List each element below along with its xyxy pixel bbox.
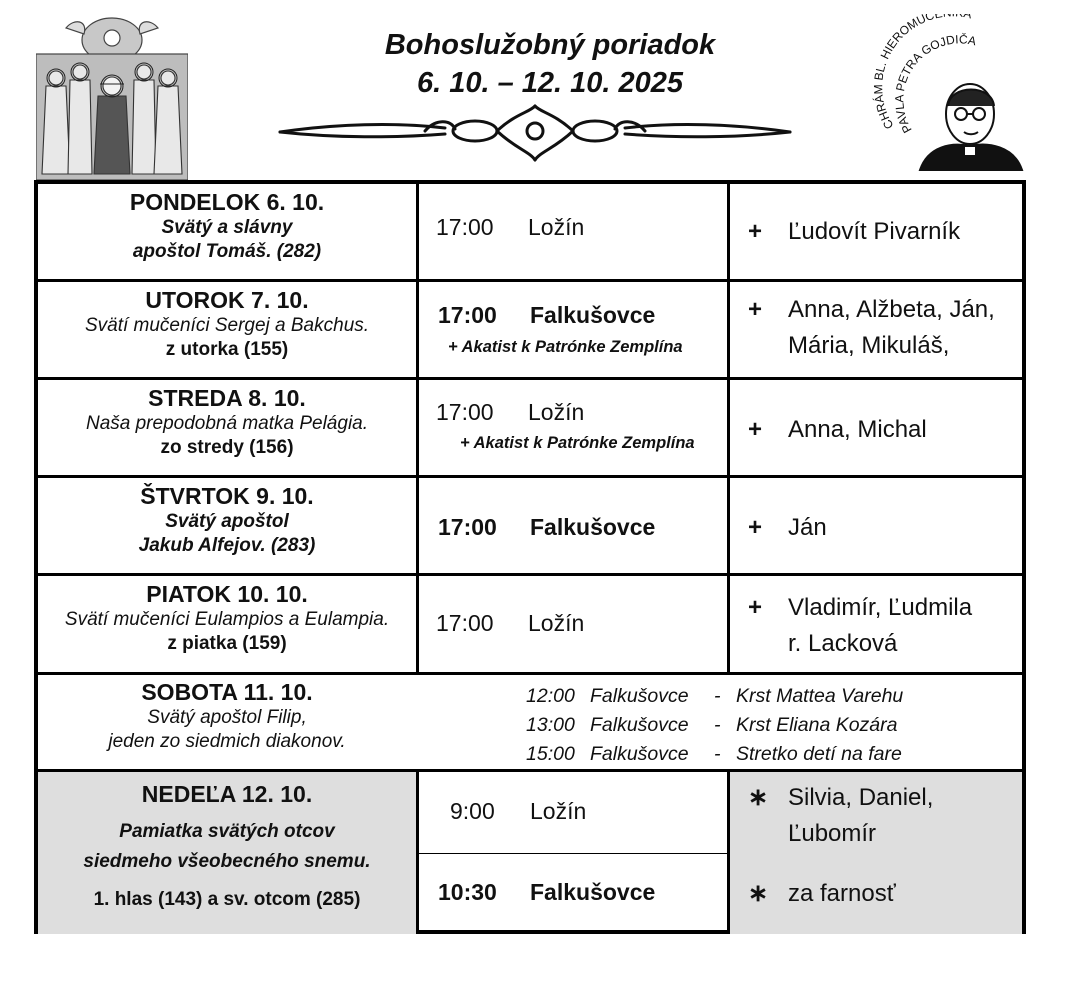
feast-line: Svätý a slávny bbox=[161, 217, 293, 238]
day-title: PIATOK 10. 10. bbox=[146, 581, 308, 607]
service-cell bbox=[436, 214, 584, 241]
service-time: 17:00 bbox=[436, 610, 494, 636]
feast-line: apoštol Tomáš. (282) bbox=[132, 241, 322, 262]
tone-line: zo stredy (156) bbox=[160, 437, 294, 458]
service-cell bbox=[438, 302, 655, 329]
event-row: 12:00 Falkušovce - Krst Mattea Varehu bbox=[526, 685, 904, 707]
intention-cell bbox=[748, 214, 960, 250]
service-cell bbox=[438, 879, 655, 906]
intention-cell bbox=[748, 876, 896, 912]
feast-line: Naša prepodobná matka Pelágia. bbox=[85, 413, 369, 434]
service-note: + Akatist k Patrónke Zemplína bbox=[460, 434, 695, 452]
intention-mark: ∗ bbox=[748, 784, 769, 811]
service-place: Ložín bbox=[528, 399, 585, 425]
day-cell-saturday bbox=[38, 678, 416, 754]
intention-text: Silvia, Daniel, bbox=[788, 784, 934, 811]
intention-text: Ľubomír bbox=[788, 820, 877, 847]
feast-line: Jakub Alfejov. (283) bbox=[138, 535, 316, 556]
day-cell-friday bbox=[38, 580, 416, 656]
ornament-divider bbox=[275, 104, 795, 164]
service-time: 17:00 bbox=[438, 302, 497, 328]
service-note: + Akatist k Patrónke Zemplína bbox=[448, 338, 683, 356]
service-time: 17:00 bbox=[436, 214, 494, 240]
tone-line: 1. hlas (143) a sv. otcom (285) bbox=[93, 889, 361, 910]
service-place: Ložín bbox=[530, 798, 587, 824]
day-cell-monday bbox=[38, 188, 416, 264]
feast-line: Pamiatka svätých otcov bbox=[119, 821, 335, 842]
service-time: 10:30 bbox=[438, 879, 497, 905]
intention-mark: + bbox=[748, 218, 763, 245]
service-place: Falkušovce bbox=[530, 514, 656, 540]
service-place: Ložín bbox=[528, 214, 585, 240]
day-title: ŠTVRTOK 9. 10. bbox=[140, 483, 314, 509]
service-time: 17:00 bbox=[436, 399, 494, 425]
priest-portrait-icon bbox=[872, 14, 1032, 174]
service-cell bbox=[438, 514, 655, 541]
day-cell-sunday bbox=[38, 780, 416, 912]
intention-text: Ľudovít Pivarník bbox=[788, 218, 961, 245]
logo-text-inner: PAVLA PETRA GOJDIČA bbox=[892, 32, 978, 136]
service-cell bbox=[436, 399, 584, 426]
title-text: Bohoslužobný poriadok bbox=[384, 29, 716, 61]
day-title: STREDA 8. 10. bbox=[148, 385, 306, 411]
intention-cell bbox=[748, 780, 933, 852]
tone-line: z piatka (159) bbox=[167, 633, 287, 654]
church-logo bbox=[872, 14, 1032, 179]
feast-line: Svätí mučeníci Sergej a Bakchus. bbox=[84, 315, 370, 336]
intention-cell bbox=[748, 590, 972, 662]
feast-line: Svätý apoštol Filip, bbox=[147, 707, 307, 728]
day-title: PONDELOK 6. 10. bbox=[129, 189, 325, 215]
service-place: Falkušovce bbox=[530, 302, 656, 328]
intention-text: Anna, Michal bbox=[788, 416, 927, 443]
intention-text: Ján bbox=[788, 514, 827, 541]
intention-cell bbox=[748, 412, 927, 448]
service-place: Falkušovce bbox=[530, 879, 656, 905]
event-row: 13:00 Falkušovce - Krst Eliana Kozára bbox=[526, 714, 898, 736]
feast-line: Svätí mučeníci Eulampios a Eulampia. bbox=[64, 609, 390, 630]
intention-mark: + bbox=[748, 296, 763, 323]
feast-line: jeden zo siedmich diakonov. bbox=[108, 731, 346, 752]
day-title: SOBOTA 11. 10. bbox=[141, 679, 313, 705]
intention-mark: ∗ bbox=[748, 880, 769, 907]
intention-text: Vladimír, Ľudmila bbox=[788, 594, 973, 621]
service-time: 17:00 bbox=[438, 514, 497, 540]
saturday-events bbox=[526, 682, 903, 769]
service-cell bbox=[450, 798, 586, 825]
page-title bbox=[300, 26, 800, 102]
ascension-icon bbox=[36, 14, 188, 180]
intention-text: Anna, Alžbeta, Ján, bbox=[788, 296, 995, 323]
intention-text: Mária, Mikuláš, bbox=[788, 332, 950, 359]
logo-text-outer: CHRÁM BL. HIEROMUČ bbox=[872, 14, 936, 132]
intention-mark: + bbox=[748, 514, 763, 541]
intention-text: r. Lacková bbox=[788, 630, 898, 657]
event-row: 15:00 Falkušovce - Stretko detí na fare bbox=[526, 743, 902, 765]
intention-cell bbox=[748, 292, 995, 364]
schedule-table bbox=[34, 180, 1026, 934]
feast-line: Svätý apoštol bbox=[165, 511, 289, 532]
intention-mark: + bbox=[748, 594, 763, 621]
service-place: Ložín bbox=[528, 610, 585, 636]
day-title: NEDEĽA 12. 10. bbox=[141, 781, 313, 807]
feast-line: siedmeho všeobecného snemu. bbox=[83, 851, 371, 872]
day-cell-thursday bbox=[38, 482, 416, 558]
title-dates: 6. 10. – 12. 10. 2025 bbox=[416, 67, 684, 99]
day-cell-wednesday bbox=[38, 384, 416, 460]
service-cell bbox=[436, 610, 584, 637]
tone-line: z utorka (155) bbox=[165, 339, 289, 360]
day-title: UTOROK 7. 10. bbox=[145, 287, 309, 313]
day-cell-tuesday bbox=[38, 286, 416, 362]
intention-cell bbox=[748, 510, 827, 546]
intention-mark: + bbox=[748, 416, 763, 443]
service-time: 9:00 bbox=[450, 798, 495, 824]
intention-text: za farnosť bbox=[788, 880, 896, 907]
